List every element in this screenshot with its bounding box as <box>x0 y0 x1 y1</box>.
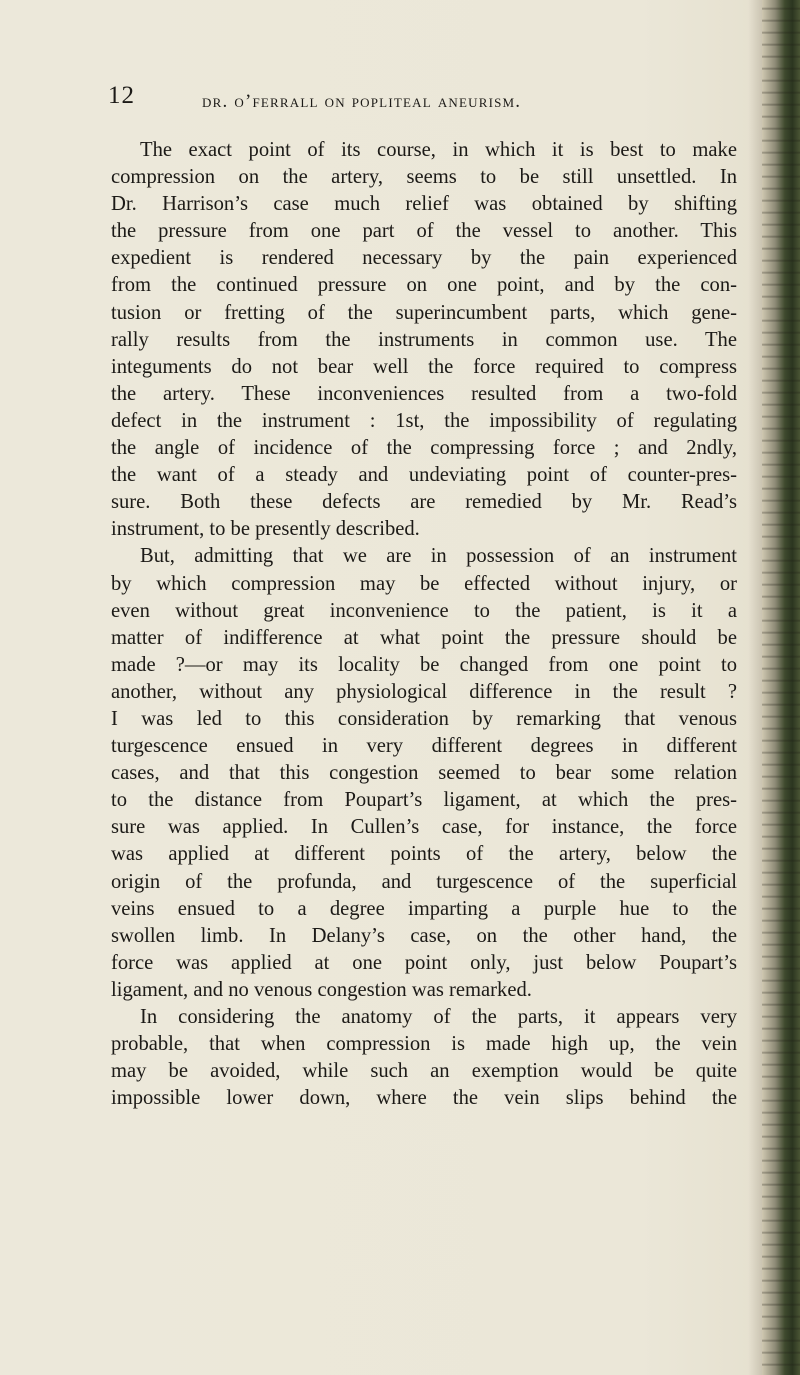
text-line: to the distance from Poupart’s ligament, at which the pres- <box>111 789 737 812</box>
text-line: another, without any physiological difference in the result ? <box>111 680 737 703</box>
body-text <box>111 137 737 1112</box>
text-line: cases, and that this congestion seemed to bear some relation <box>111 762 737 785</box>
text-line: sure was applied. In Cullen’s case, for instance, the force <box>111 816 737 839</box>
text-line: sure. Both these defects are remedied by Mr. Read’s <box>111 491 737 514</box>
text-line: the want of a steady and undeviating point of counter-pres- <box>111 464 737 487</box>
text-line: probable, that when compression is made high up, the vein <box>111 1033 737 1056</box>
text-line: was applied at different points of the artery, below the <box>111 843 737 866</box>
binding-shadow <box>748 0 762 1375</box>
text-line: turgescence ensued in very different degrees in different <box>111 735 737 758</box>
page-binding-edge <box>762 0 800 1375</box>
text-line: But, admitting that we are in possession of an instrument <box>140 545 737 568</box>
text-line: the artery. These inconveniences resulted from a two-fold <box>111 382 737 405</box>
text-line: compression on the artery, seems to be still unsettled. In <box>111 166 737 189</box>
text-line: from the continued pressure on one point, and by the con- <box>111 274 737 297</box>
text-line: made ?—or may its locality be changed from one point to <box>111 653 737 676</box>
text-line: origin of the profunda, and turgescence of the superficial <box>111 870 737 893</box>
text-line: impossible lower down, where the vein slips behind the <box>111 1087 737 1110</box>
text-line: The exact point of its course, in which it is best to make <box>140 139 737 161</box>
text-line: veins ensued to a degree imparting a purple hue to the <box>111 897 737 920</box>
text-line: tusion or fretting of the superincumbent parts, which gene- <box>111 301 737 324</box>
text-line: defect in the instrument : 1st, the impossibility of regulating <box>111 409 737 432</box>
text-line: may be avoided, while such an exemption would be quite <box>111 1060 737 1083</box>
text-line: rally results from the instruments in common use. The <box>111 328 737 351</box>
text-line: I was led to this consideration by remarking that venous <box>111 707 737 730</box>
text-line: expedient is rendered necessary by the pain experienced <box>111 247 737 270</box>
text-line: force was applied at one point only, just below Poupart’s <box>111 951 737 974</box>
text-line: even without great inconvenience to the patient, is it a <box>111 599 737 622</box>
text-line: the pressure from one part of the vessel to another. This <box>111 220 737 243</box>
text-line: by which compression may be effected without injury, or <box>111 572 737 595</box>
text-line: instrument, to be presently described. <box>111 518 420 541</box>
text-line: Dr. Harrison’s case much relief was obtained by shifting <box>111 193 737 216</box>
text-line: matter of indifference at what point the pressure should be <box>111 626 737 649</box>
text-line: ligament, and no venous congestion was remarked. <box>111 978 532 1001</box>
page-number: 12 <box>108 82 135 109</box>
running-head: dr. o’ferrall on popliteal aneurism. <box>202 91 522 112</box>
text-line: swollen limb. In Delany’s case, on the other hand, the <box>111 924 737 947</box>
text-line: integuments do not bear well the force required to compress <box>111 355 737 378</box>
text-line: In considering the anatomy of the parts, it appears very <box>140 1006 737 1028</box>
text-line: the angle of incidence of the compressing force ; and 2ndly, <box>111 437 737 460</box>
